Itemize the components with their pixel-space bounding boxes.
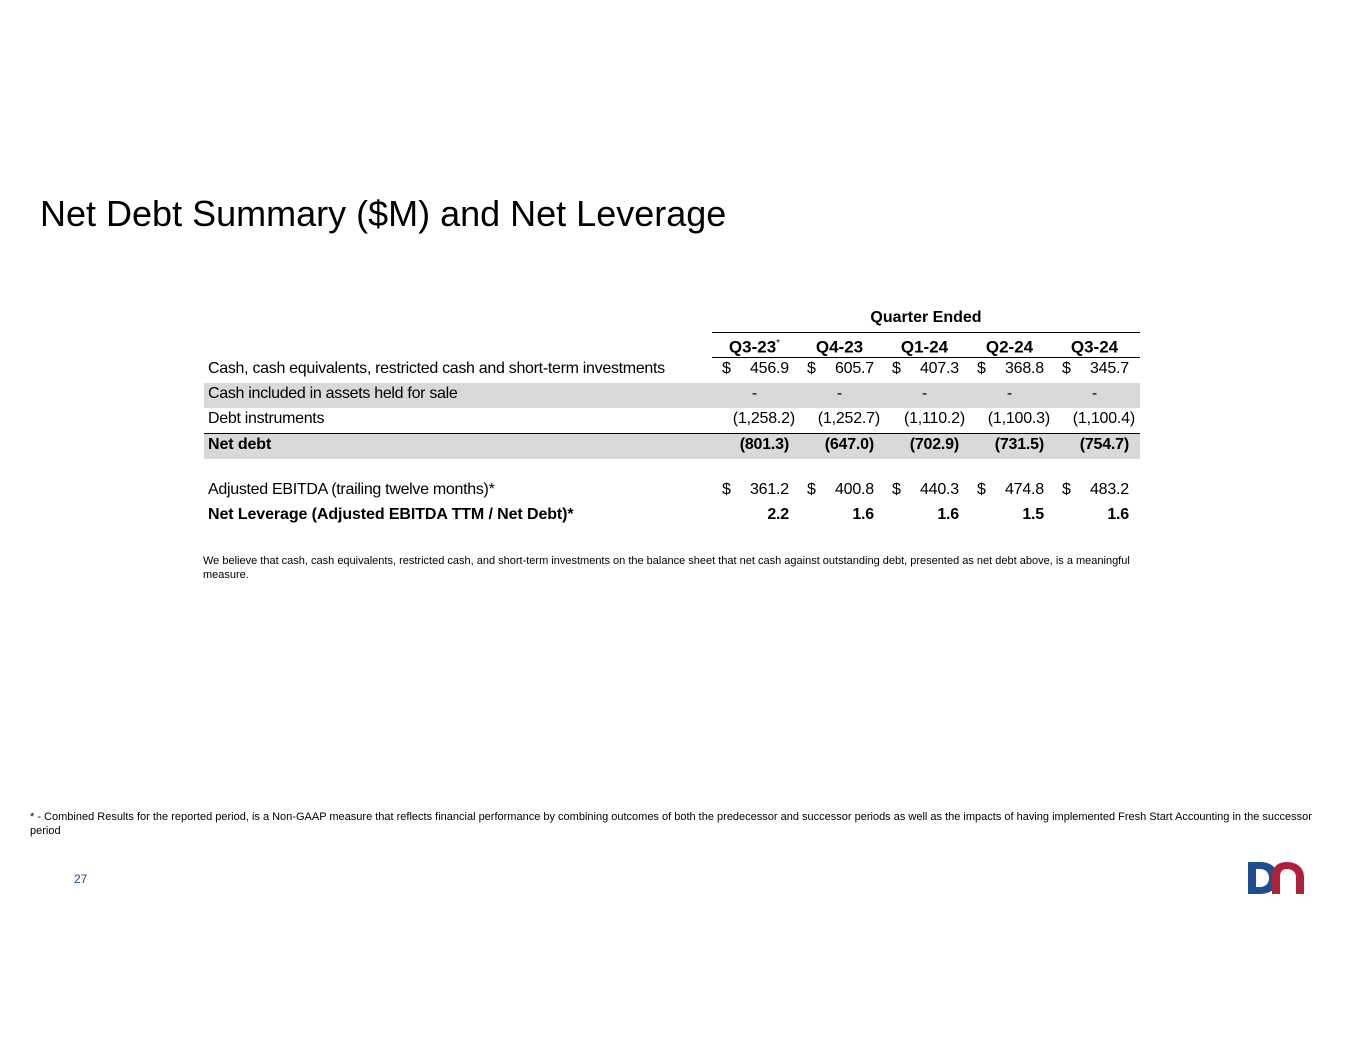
cell-value: (801.3) bbox=[739, 436, 789, 453]
currency-symbol: $ bbox=[722, 360, 731, 377]
column-header: Q4-23 bbox=[815, 337, 864, 357]
table-cell bbox=[882, 385, 967, 407]
cell-value: - bbox=[1006, 385, 1012, 402]
row-label: Adjusted EBITDA (trailing twelve months)* bbox=[208, 481, 495, 498]
cell-value: 483.2 bbox=[1089, 481, 1129, 498]
dn-logo-icon bbox=[1248, 860, 1308, 896]
group-header-row bbox=[712, 306, 1140, 333]
group-header-quarter-ended: Quarter Ended bbox=[870, 309, 982, 326]
table-row bbox=[204, 504, 1140, 529]
cell-value: (1,258.2) bbox=[732, 410, 795, 427]
cell-value: (702.9) bbox=[909, 436, 959, 453]
table-cell bbox=[1052, 436, 1137, 458]
table-cell bbox=[1052, 506, 1137, 528]
table-cell bbox=[712, 385, 797, 407]
cell-value: (754.7) bbox=[1079, 436, 1129, 453]
table-cell bbox=[712, 436, 797, 458]
currency-symbol: $ bbox=[1062, 481, 1071, 498]
cell-value: - bbox=[921, 385, 927, 402]
currency-symbol: $ bbox=[977, 481, 986, 498]
table-cell bbox=[967, 436, 1052, 458]
currency-symbol: $ bbox=[807, 481, 816, 498]
table-row bbox=[204, 479, 1140, 504]
cell-value: (1,110.2) bbox=[903, 410, 965, 427]
cell-value: 440.3 bbox=[919, 481, 959, 498]
column-header: Q3-24 bbox=[1070, 337, 1119, 357]
table-cell bbox=[797, 385, 882, 407]
row-label: Cash, cash equivalents, restricted cash and short-term investments bbox=[208, 360, 665, 377]
cell-value: 2.2 bbox=[767, 506, 789, 523]
cell-value: - bbox=[1091, 385, 1097, 402]
table-cell bbox=[882, 436, 967, 458]
table-cell bbox=[1052, 360, 1137, 382]
currency-symbol: $ bbox=[722, 481, 731, 498]
cell-value: 474.8 bbox=[1004, 481, 1044, 498]
cell-value: 605.7 bbox=[834, 360, 874, 377]
cell-value: 345.7 bbox=[1089, 360, 1129, 377]
row-label: Net Leverage (Adjusted EBITDA TTM / Net Debt)* bbox=[208, 506, 574, 523]
table-cell bbox=[882, 481, 967, 503]
cell-value: 1.6 bbox=[852, 506, 874, 523]
table-row bbox=[204, 433, 1140, 459]
column-header: Q3-23* bbox=[728, 337, 781, 357]
cell-value: (647.0) bbox=[824, 436, 874, 453]
cell-value: 407.3 bbox=[919, 360, 959, 377]
cell-value: 400.8 bbox=[834, 481, 874, 498]
currency-symbol: $ bbox=[977, 360, 986, 377]
table-cell bbox=[882, 360, 967, 382]
table-cell bbox=[967, 410, 1052, 432]
table-cell bbox=[712, 506, 797, 528]
currency-symbol: $ bbox=[892, 481, 901, 498]
table-cell bbox=[967, 360, 1052, 382]
page-number: 27 bbox=[74, 872, 88, 886]
table-cell bbox=[1052, 481, 1137, 503]
column-header: Q1-24 bbox=[900, 337, 949, 357]
row-label: Debt instruments bbox=[208, 410, 325, 427]
cell-value: 1.6 bbox=[937, 506, 959, 523]
table-cell bbox=[712, 410, 797, 432]
table-cell bbox=[797, 410, 882, 432]
table-cell bbox=[967, 481, 1052, 503]
table-cell bbox=[797, 360, 882, 382]
currency-symbol: $ bbox=[1062, 360, 1071, 377]
net-debt-note: We believe that cash, cash equivalents, restricted cash, and short-term investments on the balance sheet that net cash against outstanding debt, presented as net debt above, is a meaningful measure. bbox=[203, 555, 1130, 581]
table-cell bbox=[712, 360, 797, 382]
currency-symbol: $ bbox=[892, 360, 901, 377]
table-cell bbox=[797, 506, 882, 528]
cell-value: (731.5) bbox=[994, 436, 1044, 453]
table-cell bbox=[797, 436, 882, 458]
table-cell bbox=[712, 481, 797, 503]
cell-value: (1,100.4) bbox=[1072, 410, 1135, 427]
cell-value: 368.8 bbox=[1004, 360, 1044, 377]
table-cell bbox=[882, 410, 967, 432]
cell-value: 456.9 bbox=[749, 360, 789, 377]
column-header: Q2-24 bbox=[985, 337, 1034, 357]
row-label: Cash included in assets held for sale bbox=[208, 385, 458, 402]
table-cell bbox=[1052, 410, 1137, 432]
cell-value: 1.6 bbox=[1107, 506, 1129, 523]
cell-value: (1,252.7) bbox=[817, 410, 880, 427]
page-title: Net Debt Summary ($M) and Net Leverage bbox=[40, 193, 727, 234]
table-cell bbox=[1052, 385, 1137, 407]
footnote: * - Combined Results for the reported period, is a Non-GAAP measure that reflects financial performance by combining outcomes of both the predecessor and successor periods as well as the impacts of having implemented Fresh Start Accounting in the successor period bbox=[30, 811, 1312, 837]
table-cell bbox=[967, 385, 1052, 407]
cell-value: (1,100.3) bbox=[987, 410, 1050, 427]
table-row bbox=[204, 358, 1140, 383]
cell-value: 361.2 bbox=[749, 481, 789, 498]
currency-symbol: $ bbox=[807, 360, 816, 377]
table-row bbox=[204, 408, 1140, 433]
table-cell bbox=[797, 481, 882, 503]
cell-value: - bbox=[836, 385, 842, 402]
table-cell bbox=[967, 506, 1052, 528]
cell-value: - bbox=[751, 385, 757, 402]
cell-value: 1.5 bbox=[1022, 506, 1044, 523]
table-row bbox=[204, 383, 1140, 408]
table-cell bbox=[882, 506, 967, 528]
row-label: Net debt bbox=[208, 436, 272, 453]
column-header-row bbox=[712, 332, 1140, 358]
